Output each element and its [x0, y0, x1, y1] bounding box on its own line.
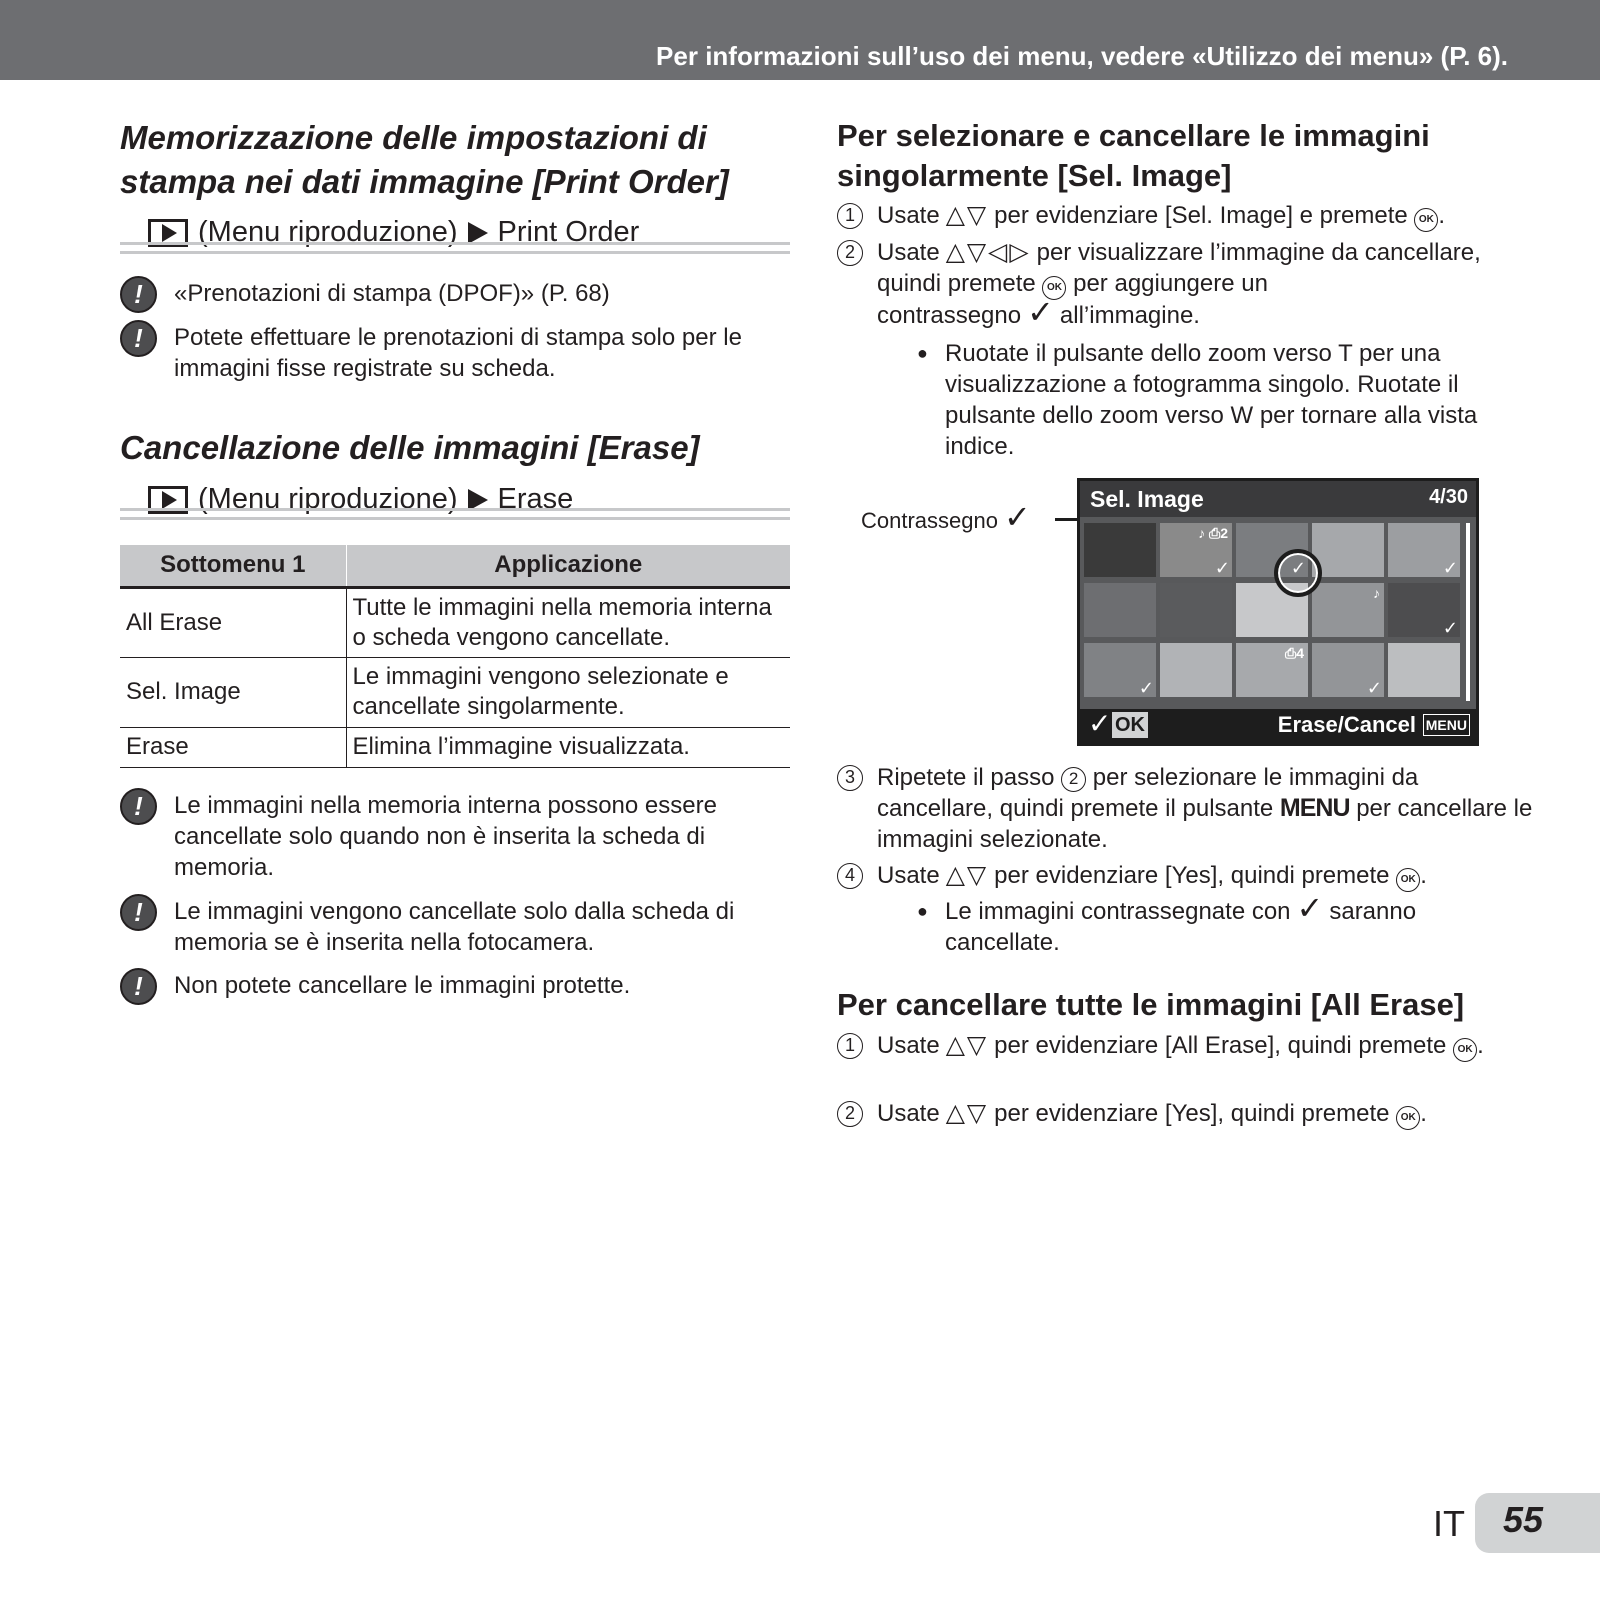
sel-step-2: 2 Usate △▽◁▷ per visualizzare l’immagine da cancellare, quindi premete OK per aggiungere un contrassegno ✓ all’immagine.	[837, 237, 1537, 331]
table-row	[120, 727, 790, 767]
all-step-1: 1 Usate △▽ per evidenziare [All Erase], quindi premete OK .	[837, 1030, 1537, 1062]
sel-step-4: 4 Usate △▽ per evidenziare [Yes], quindi premete OK .	[837, 860, 1537, 892]
sel-bullet-marked: ● Le immagini contrassegnate con ✓ saranno cancellate.	[917, 896, 1517, 958]
thumbnail[interactable]	[1388, 643, 1460, 697]
camera-screen	[1077, 478, 1479, 746]
table-row	[120, 587, 790, 657]
arrow-right-icon	[468, 222, 488, 244]
print-order-title: Memorizzazione delle impostazioni di stampa nei dati immagine [Print Order]	[120, 119, 729, 200]
sel-step-3: 3 Ripetete il passo 2 per selezionare le immagini da cancellare, quindi premete il pulsante MENU per cancellare le immagini selezionate.	[837, 762, 1537, 855]
page-number: 55	[1503, 1499, 1544, 1540]
thumbnail-label: ♪	[1373, 585, 1380, 601]
thumbnail[interactable]	[1388, 523, 1460, 577]
ok-button-icon: OK	[1042, 276, 1066, 300]
up-down-arrows-icon: △▽	[945, 1099, 989, 1127]
note-print-1: ! «Prenotazioni di stampa (DPOF)» (P. 68)	[120, 278, 790, 309]
thumbnail[interactable]	[1084, 643, 1156, 697]
checkmark-icon: ✓	[1366, 678, 1382, 698]
thumbnail-label: ⎙4	[1285, 645, 1304, 661]
thumbnail[interactable]	[1312, 643, 1384, 697]
selected-thumbnail-ring	[1274, 549, 1322, 597]
checkmark-icon: ✓	[1442, 618, 1458, 638]
all-step-2: 2 Usate △▽ per evidenziare [Yes], quindi premete OK .	[837, 1098, 1537, 1130]
screen-footer	[1080, 709, 1476, 743]
thumbnail[interactable]	[1388, 583, 1460, 637]
up-down-arrows-icon: △▽	[945, 861, 989, 889]
note-erase-2: ! Le immagini vengono cancellate solo dalla scheda di memoria se è inserita nella fotocamera.	[120, 896, 790, 958]
checkmark-icon: ✓	[1290, 558, 1306, 578]
menu-badge: MENU	[1423, 714, 1470, 736]
ok-button-icon: OK	[1396, 1106, 1420, 1130]
ok-button-icon: OK	[1414, 208, 1438, 232]
ok-label: OK	[1112, 712, 1148, 738]
thumbnail[interactable]	[1160, 523, 1232, 577]
step-number-1: 1	[837, 203, 863, 229]
thumbnail[interactable]	[1160, 643, 1232, 697]
table-cell: Le immagini vengono selezionate e cancellate singolarmente.	[346, 657, 790, 727]
checkmark-icon: ✓	[1138, 678, 1154, 698]
page-number-tab	[1475, 1493, 1600, 1553]
up-down-arrows-icon: △▽	[945, 201, 989, 229]
top-banner	[0, 0, 1600, 80]
note-erase-3: ! Non potete cancellare le immagini protette.	[120, 970, 790, 1001]
all-erase-title: Per cancellare tutte le immagini [All Erase]	[837, 987, 1465, 1022]
thumbnail-label: ♪ ⎙2	[1198, 525, 1228, 541]
thumbnail[interactable]	[1084, 523, 1156, 577]
note-print-2: ! Potete effettuare le prenotazioni di stampa solo per le immagini fisse registrate su scheda.	[120, 322, 790, 384]
checkmark-icon: ✓	[1027, 294, 1054, 330]
checkmark-icon: ✓	[1003, 499, 1031, 535]
caution-icon: !	[120, 968, 157, 1005]
up-down-arrows-icon: △▽	[945, 1031, 989, 1059]
contrassegno-label: Contrassegno ✓	[861, 499, 1031, 535]
section-rule	[120, 508, 790, 520]
four-way-arrows-icon: △▽◁▷	[945, 238, 1031, 266]
sel-step-1: 1 Usate △▽ per evidenziare [Sel. Image] e premete OK .	[837, 200, 1537, 232]
print-order-menu-path: (Menu riproduzione) Print Order	[148, 216, 639, 249]
image-counter: 4/30	[1429, 486, 1468, 508]
thumbnail[interactable]	[1160, 583, 1232, 637]
step-number-4: 4	[837, 863, 863, 889]
table-header-row	[120, 545, 790, 587]
table-header: Sottomenu 1	[120, 545, 346, 587]
thumbnail[interactable]	[1312, 523, 1384, 577]
table-cell: All Erase	[120, 587, 346, 657]
sel-bullet-zoom: ● Ruotate il pulsante dello zoom verso T per una visualizzazione a fotogramma singolo. Ruotate il pulsante dello zoom verso W per tornare alla vista indice.	[917, 338, 1517, 462]
table-cell: Sel. Image	[120, 657, 346, 727]
ok-button-icon: OK	[1396, 868, 1420, 892]
step-number-2: 2	[837, 240, 863, 266]
banner-text: Per informazioni sull’uso dei menu, vedere «Utilizzo dei menu» (P. 6).	[656, 41, 1508, 71]
screen-header	[1080, 481, 1476, 517]
language-code: IT	[1433, 1503, 1465, 1544]
thumbnail[interactable]	[1312, 583, 1384, 637]
step-number-2: 2	[837, 1101, 863, 1127]
caution-icon: !	[120, 276, 157, 313]
sel-image-title: Per selezionare e cancellare le immagini singolarmente [Sel. Image]	[837, 118, 1430, 193]
thumbnail[interactable]	[1084, 583, 1156, 637]
step-number-3: 3	[837, 765, 863, 791]
table-cell: Erase	[120, 727, 346, 767]
erase-title: Cancellazione delle immagini [Erase]	[120, 429, 700, 466]
caution-icon: !	[120, 894, 157, 931]
checkmark-icon: ✓	[1296, 890, 1324, 926]
screen-title: Sel. Image	[1090, 486, 1204, 512]
section-rule	[120, 242, 790, 254]
thumbnail[interactable]	[1236, 643, 1308, 697]
checkmark-icon: ✓	[1088, 708, 1112, 739]
checkmark-icon: ✓	[1214, 558, 1230, 578]
caution-icon: !	[120, 788, 157, 825]
caution-icon: !	[120, 320, 157, 357]
ok-button-icon: OK	[1453, 1038, 1477, 1062]
note-erase-1: ! Le immagini nella memoria interna possono essere cancellate solo quando non è inserita la scheda di memoria.	[120, 790, 790, 883]
table-cell: Elimina l’immagine visualizzata.	[346, 727, 790, 767]
erase-submenu-table	[120, 545, 790, 768]
table-row	[120, 657, 790, 727]
table-header: Applicazione	[346, 545, 790, 587]
menu-button-label: MENU	[1279, 794, 1350, 822]
erase-cancel-label: Erase/Cancel	[1277, 712, 1416, 737]
table-cell: Tutte le immagini nella memoria interna o scheda vengono cancellate.	[346, 587, 790, 657]
scrollbar	[1466, 523, 1470, 701]
checkmark-icon: ✓	[1442, 558, 1458, 578]
step-number-1: 1	[837, 1033, 863, 1059]
step-ref-icon: 2	[1061, 767, 1086, 792]
thumbnail-grid	[1084, 523, 1464, 701]
erase-menu-path: (Menu riproduzione) Erase	[148, 483, 573, 516]
